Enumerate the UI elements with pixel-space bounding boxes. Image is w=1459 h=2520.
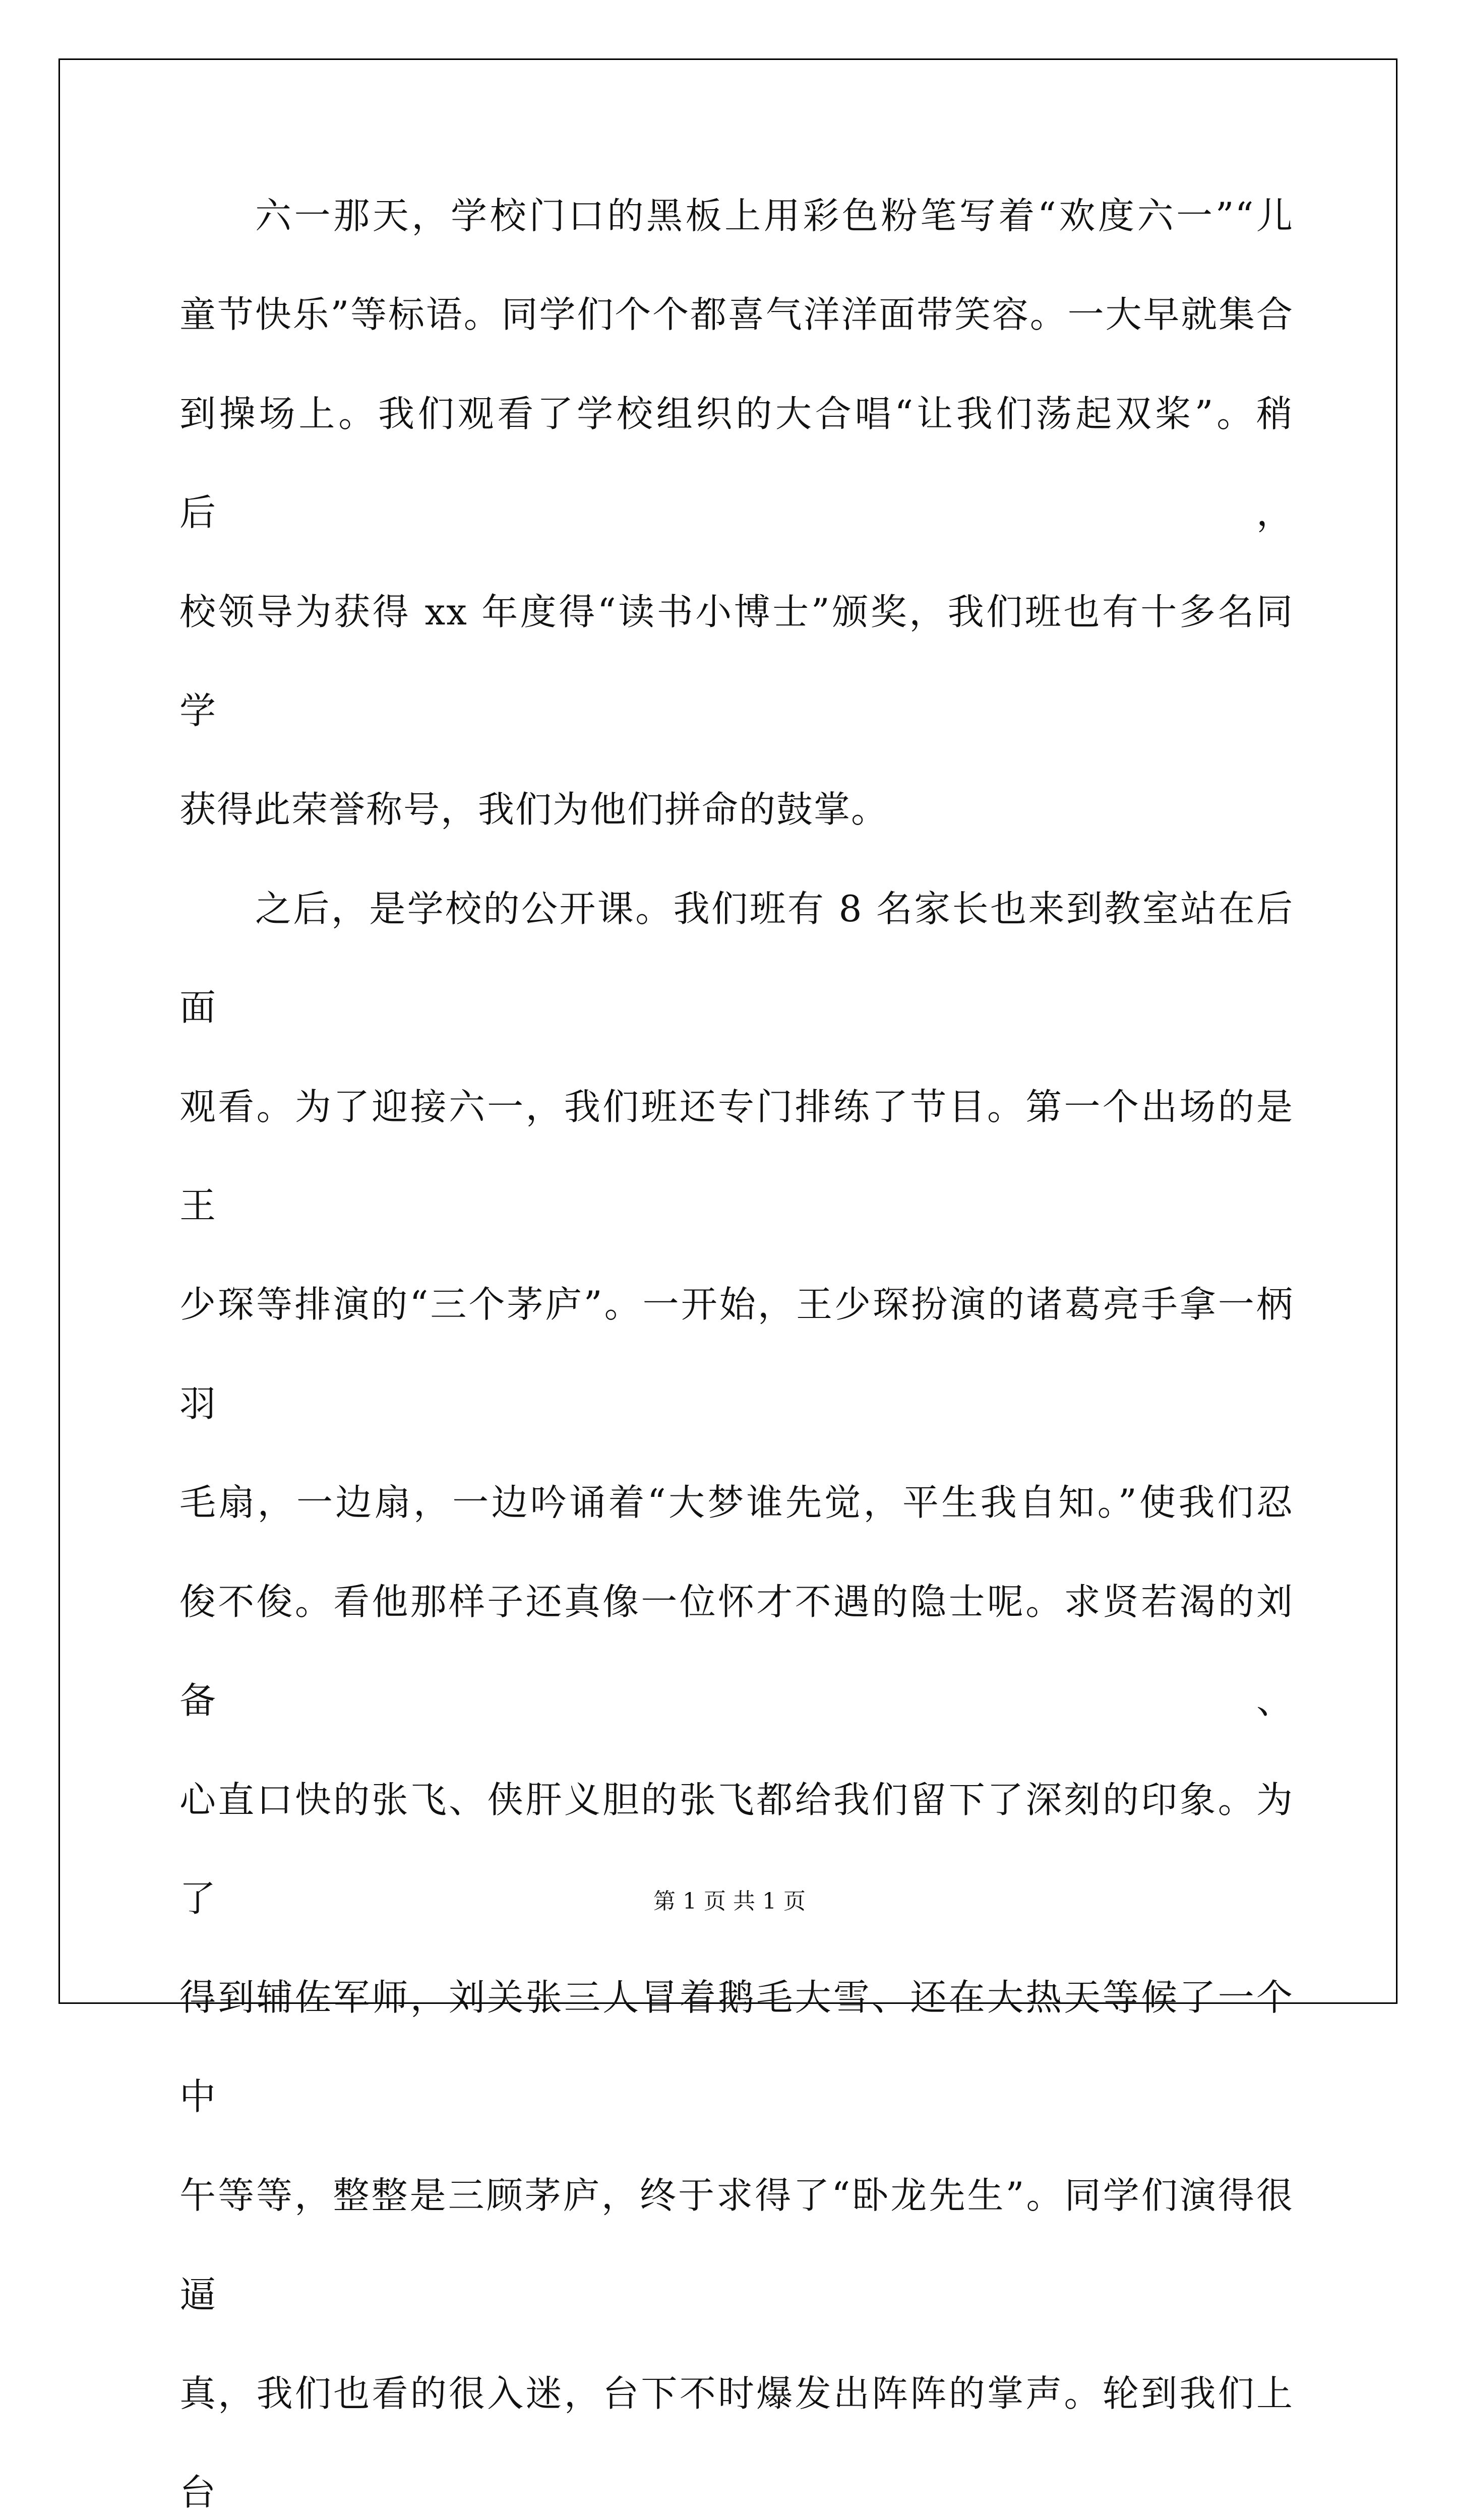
text-line: 获得此荣誉称号，我们为他们拼命的鼓掌。	[179, 788, 889, 831]
text-line: 俊不俊。看他那样子还真像一位怀才不遇的隐士呢。求贤若渴的刘备、	[179, 1580, 1294, 1722]
text-line: 之后，是学校的公开课。我们班有 8 名家长也来到教室站在后面	[179, 887, 1294, 1029]
text-line: 毛扇，一边扇，一边吟诵着“大梦谁先觉，平生我自知。”使我们忍	[179, 1481, 1294, 1524]
text-line: 午等等，整整是三顾茅庐，终于求得了“卧龙先生”。同学们演得很逼	[179, 2174, 1294, 2316]
text-line: 六一那天，学校门口的黑板上用彩色粉笔写着“欢度六一”“儿	[255, 195, 1294, 237]
text-line: 到操场上。我们观看了学校组织的大合唱“让我们荡起双桨”。稍后，	[179, 392, 1294, 534]
page-number-footer: 第 1 页 共 1 页	[653, 1888, 806, 1914]
text-line: 童节快乐”等标语。同学们个个都喜气洋洋面带笑容。一大早就集合	[179, 293, 1294, 336]
text-line: 观看。为了迎接六一，我们班还专门排练了节目。第一个出场的是王	[179, 1085, 1294, 1227]
text-line: 心直口快的张飞、侠肝义胆的张飞都给我们留下了深刻的印象。为了	[179, 1778, 1294, 1920]
text-line: 校领导为获得 xx 年度得“读书小博士”颁奖，我们班也有十多名同学	[179, 590, 1294, 732]
paragraph-1	[179, 166, 1294, 859]
text-line: 得到辅佐军师，刘关张三人冒着鹅毛大雪、还在大热天等候了一个中	[179, 1976, 1294, 2118]
text-line: 少琛等排演的“三个茅庐”。一开始，王少琛扮演的诸葛亮手拿一柄羽	[179, 1283, 1294, 1425]
paragraph-2	[179, 859, 1294, 2520]
text-line: 真，我们也看的很入迷，台下不时爆发出阵阵的掌声。轮到我们上台	[179, 2372, 1294, 2514]
document-body	[179, 166, 1294, 2520]
